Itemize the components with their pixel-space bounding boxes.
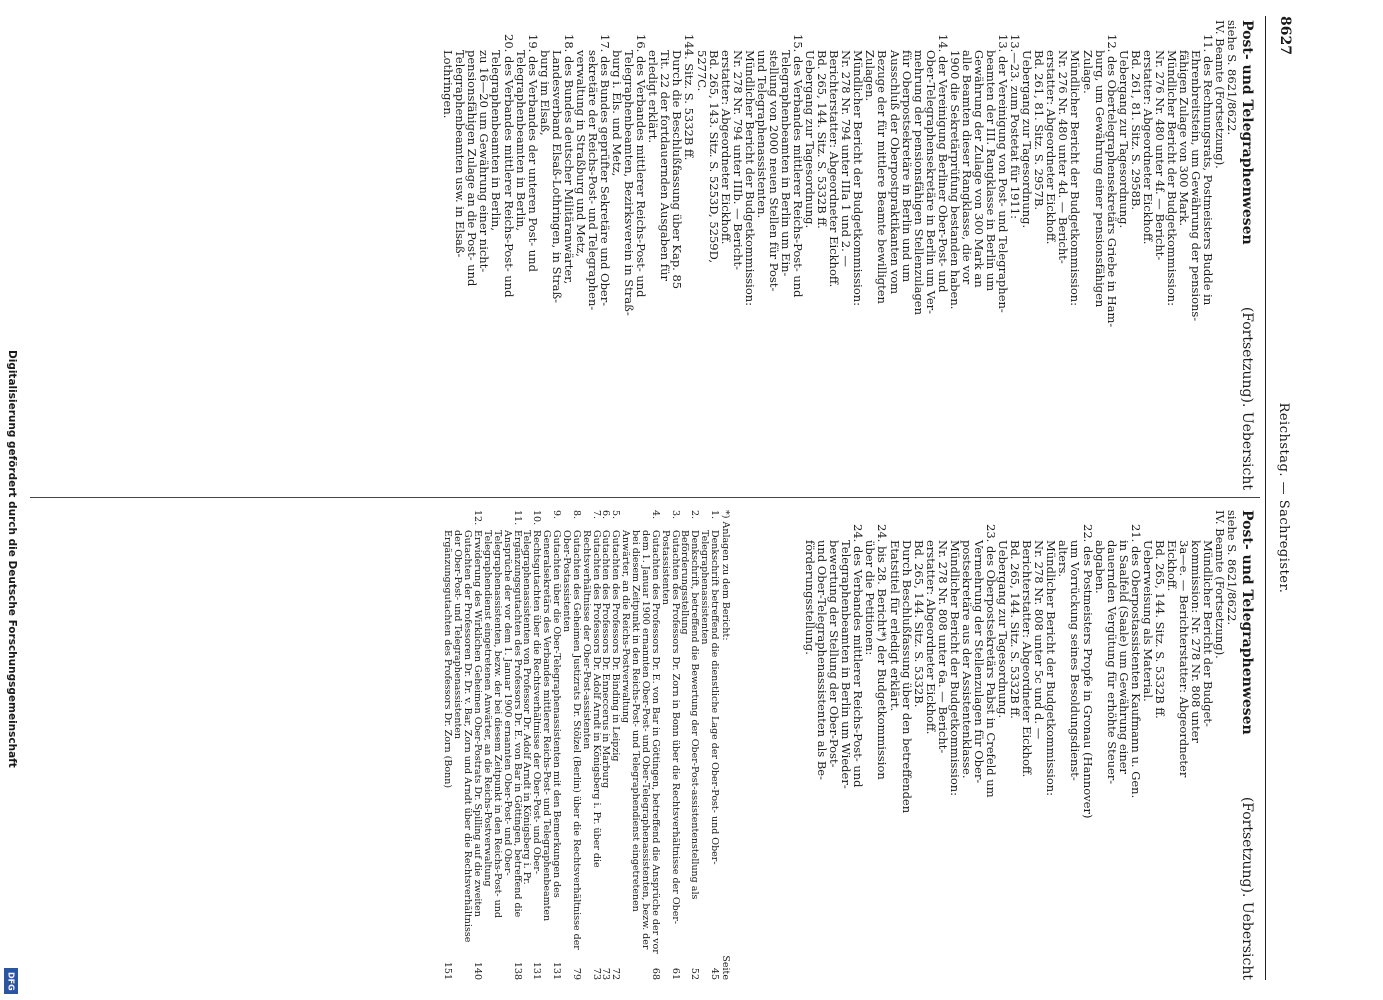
text-line: Mündlicher Bericht der Budgetkommission:: [1165, 50, 1179, 307]
text-line: dauernden Vergütung für erhöhte Steuer-: [1104, 540, 1119, 785]
text-line: Vermehrung der Stellenzulagen für Ober-: [972, 540, 986, 784]
text-line: Uebergang zur Tagesordnung.: [803, 50, 818, 229]
text-line: Bd. 265, 144. Sitz. S. 5332B.: [911, 540, 926, 708]
footnote-text: Denkschrift betreffend die dienstliche Lage der Ober-Post- und Ober-Telegraphenassistenten: [699, 530, 721, 865]
digitization-credit: Digitalisierung gefördert durch die Deutsche Forschungsgemeinschaft: [6, 350, 18, 768]
footnote-page: 131: [551, 961, 563, 980]
left-text-lines: [442, 20, 1238, 490]
text-line: erledigt erklärt.: [646, 50, 661, 144]
text-line: förderungsstellung.: [803, 540, 818, 655]
text-line: 19. des Verbandes der unteren Post- und: [525, 34, 540, 272]
text-line: Nr. 278 Nr. 808 unter 5c und d. —: [1032, 540, 1047, 740]
left-column: [442, 20, 1254, 490]
text-line: Tit. 22 der fortdauernden Ausgaben für: [658, 50, 673, 281]
text-line: Zulage.: [1080, 50, 1095, 94]
footnote-text: Gutachten des Professors Dr. Enneccerus in Marburg: [600, 530, 612, 789]
right-section-title: Post- und Telegraphenwesen (Fortsetzung). Uebersicht: [1239, 510, 1255, 980]
text-line: 13. der Vereinigung von Post- und Telegraphen-: [996, 34, 1011, 313]
footnote-number: 9.: [551, 510, 563, 520]
right-text-lines: [804, 510, 1238, 980]
text-line: erstatter: Abgeordneter Eickhoff.: [1044, 50, 1059, 245]
text-line: alle Beamten dieser Rangklasse, die vor: [959, 50, 974, 285]
text-line: Ober-Telegraphensekretäre in Berlin um Ver-: [923, 50, 938, 315]
footnote-item: [699, 510, 719, 980]
text-line: Etatstitel für erledigt erklärt.: [887, 540, 902, 712]
text-line: Berichterstatter: Abgeordneter Eickhoff.: [827, 50, 842, 288]
footnote-item: [541, 510, 561, 980]
text-line: Bd. 261, 81. Sitz. S. 2958B.: [1128, 50, 1143, 211]
text-line: Zulagen.: [863, 50, 878, 102]
text-line: erstatter: Abgeordneter Eickhoff.: [1140, 50, 1155, 245]
footnote-heading: *) Anlagen zu dem Bericht: Seite: [720, 510, 731, 980]
text-line: verwaltung in Straßburg und Metz,: [573, 50, 588, 257]
text-line: alters.: [1056, 540, 1071, 578]
footnote-item: [601, 510, 611, 980]
text-line: Ueberweisung als Material.: [1140, 540, 1155, 702]
footnote-page: 131: [531, 961, 543, 980]
text-line: Bd. 265, 144. Sitz. S. 5332B ff.: [1152, 540, 1167, 719]
text-line: mehrung der pensionsfähigen Stellenzulagen: [911, 50, 926, 316]
text-line: Mündlicher Bericht der Budgetkommission:: [742, 50, 757, 307]
footnote-number: 10.: [531, 510, 543, 526]
text-line: burg, um Gewährung einer pensionsfähigen: [1092, 50, 1107, 308]
text-line: 23. des Oberpostsekretärs Pabst in Crefeld um: [984, 524, 999, 798]
footnote-item: [660, 510, 680, 980]
text-line: bewertung der Stellung der Ober-Post-: [827, 540, 842, 768]
text-line: pensionsfähigen Zulage an die Post- und: [465, 50, 480, 287]
text-line: Telegraphenbeamten in Berlin um Wieder-: [839, 540, 854, 789]
footnote-page: 151: [442, 961, 454, 980]
footnote-number: [443, 510, 453, 530]
footnote-item: [620, 510, 660, 980]
text-line: 24. des Verbandes mittlerer Reichs-Post- und: [851, 524, 866, 788]
text-line: Nr. 278 Nr. 808 unter 6a. — Bericht-: [935, 540, 950, 754]
footnote-page: 52: [689, 967, 701, 980]
column-divider: [30, 497, 1260, 498]
left-section-title: Post- und Telegraphenwesen (Fortsetzung). Uebersicht: [1239, 20, 1255, 490]
text-line: stellung von 2000 neuen Stellen für Post-: [766, 50, 781, 292]
text-line: Telegraphenbeamten in Berlin,: [489, 50, 504, 232]
text-line: Gewährung der Zulage von 300 Mark an: [972, 50, 986, 288]
footnote-page: 79: [570, 967, 582, 980]
text-line: beamten der III. Rangklasse in Berlin um: [984, 50, 999, 292]
text-line: 11. des Rechnungsrats, Postmeisters Budde in: [1201, 34, 1216, 306]
text-line: Nr. 278 Nr. 794 unter IIIa 1 und 2. —: [839, 50, 854, 267]
footnote-text: Erwiderung des Wirklichen Geheimen Ober-Postrats Dr. Spilling auf die zweiten Gutachten der Professoren Dr. Dr. v. Bar, Zorn und Arndt über die Rechtsverhältnisse der Ober-Post- und Telegraphenassistenten: [452, 530, 484, 943]
text-line: Mündlicher Bericht der Budgetkommission:: [1068, 50, 1083, 307]
text-line: Ehrenbreitstein, um Gewährung der pensions-: [1189, 50, 1204, 322]
text-line: Nr. 276 Nr. 480 unter 4f. — Bericht-: [1152, 50, 1167, 261]
text-line: 3a—e. — Berichterstatter: Abgeordneter: [1177, 540, 1192, 778]
text-line: um Vorrückung seines Besoldungsdienst-: [1068, 540, 1083, 781]
text-line: IV. Beamte (Fortsetzung).: [1213, 20, 1228, 169]
text-line: 13.—23. zum Postetat für 1911:: [1008, 34, 1023, 219]
text-line: 21. des Oberpostassistenten Kaufmann u. Gen.: [1128, 524, 1143, 799]
text-line: burg im Elsaß,: [537, 50, 552, 136]
text-line: 24. bis 28. Bericht*) der Budgetkommission: [875, 524, 890, 780]
footnote-number: 2.: [689, 510, 701, 520]
footnote-text: Gutachten des Professors Dr. Zorn in Bonn über die Rechtsverhältnisse der Ober-Postassistenten: [659, 530, 681, 925]
footnote-item: [680, 510, 700, 980]
footnote-text: Gutachten über die Ober-Telegraphenassistenten mit den Bemerkungen des Generalsekretärs des Verbandes mittlerer Reichs-Post- und Telegraphenbeamten: [541, 530, 563, 922]
text-line: Bd. 261, 81. Sitz. S. 2957B.: [1032, 50, 1047, 211]
text-line: postsekretäre aus der Assistentenklasse.: [959, 540, 974, 779]
right-column: [804, 510, 1254, 980]
text-line: Durch die Beschlußfassung über Kap. 85: [670, 50, 685, 290]
footnote-page: 68: [649, 967, 661, 980]
text-line: fähigen Zulage von 300 Mark.: [1177, 50, 1192, 227]
text-line: IV. Beamte (Fortsetzung).: [1213, 510, 1228, 659]
footnote-text: Gutachten des Professors Dr. Adolf Arndt in Königsberg i. Pr. über die Rechtsverhältnisse der Ober-Post-assistenten: [580, 530, 602, 868]
footnote-page: 45: [709, 967, 721, 980]
text-line: Uebergang zur Tagesordnung.: [1116, 50, 1131, 229]
footnote-text: Ergänzungsgutachten des Professors Dr. E. von Bar in Göttingen, betreffend die Ansprüche der vor dem 1. Januar 1900 ernannten Ober-Post- und Ober-Telegraphenassistenten, bezw. der bei diesem Zeitpunkt in den Reichs-Post- und Telegraphendienst eingetretenen Anwärter, an die Reichs-Postverwaltung: [482, 530, 523, 918]
text-line: burg i. Els. und Metz,: [610, 50, 625, 177]
page-header: [1266, 16, 1292, 980]
text-line: 16. des Verbandes mittlerer Reichs-Post- und: [634, 34, 649, 298]
text-line: Mündlicher Bericht der Budgetkommission:: [947, 540, 962, 797]
text-line: erstatter: Abgeordneter Eickhoff.: [923, 540, 938, 735]
footnote-list: [443, 510, 720, 980]
footnote-number: 8.: [570, 510, 582, 520]
footnote-item: [522, 510, 542, 980]
text-line: Mündlicher Bericht der Budgetkommission:: [1044, 540, 1059, 797]
footnote-page: 138: [511, 961, 523, 980]
text-line: über die Petitionen:: [863, 540, 878, 656]
text-line: 15. des Verbandes mittlerer Reichs-Post- und: [791, 34, 806, 298]
text-line: zu 16—20 um Gewährung einer nicht-: [477, 50, 492, 273]
footnote-number: 12.: [472, 510, 484, 526]
footnote-text: Rechtsgutachten über die Rechtsverhältnisse der Ober-Post- und Ober-Telegraphenassistenten von Professor Dr. Adolf Arndt in Königsberg i. Pr.: [521, 530, 543, 885]
header-rule: [1265, 16, 1266, 980]
text-line: Telegraphenbeamten in Berlin um Ein-: [779, 50, 793, 277]
footnote-number: 4.: [649, 510, 661, 520]
text-line: Lothringen.: [441, 50, 456, 119]
text-line: 5277C.: [694, 50, 709, 92]
text-line: Telegraphenbeamten in Berlin,: [513, 50, 528, 232]
footnote-number: 1.: [709, 510, 721, 520]
text-line: abgaben.: [1092, 540, 1107, 594]
text-line: Eickhoff.: [1165, 540, 1179, 592]
text-line: 18. des Bundes deutscher Militäranwärter,: [561, 34, 576, 285]
rotated-document-page: [20, 0, 1310, 1000]
footnote-text: Ergänzungsgutachten des Professors Dr. Zorn (Bonn): [442, 530, 454, 789]
text-line: 12. des Obertelegraphensekretärs Griebe in Ham-: [1104, 34, 1119, 328]
text-line: Mündlicher Bericht der Budget-: [1201, 540, 1216, 727]
text-line: 17. des Bundes geprüfter Sekretäre und Ober-: [598, 34, 613, 307]
text-line: siehe S. 8621/8622.: [1225, 20, 1240, 136]
text-line: siehe S. 8621/8622.: [1225, 510, 1240, 626]
footnote-item: [611, 510, 621, 980]
footnote-page: 73: [590, 967, 602, 980]
footnote-number: 5.: [610, 510, 622, 520]
text-line: Nr. 276 Nr. 480 unter 4d. — Bericht-: [1056, 50, 1071, 264]
text-line: erstatter: Abgeordneter Eickhoff.: [718, 50, 733, 245]
text-line: Ausschluß der Oberpostpraktikanten vom: [887, 50, 902, 295]
footnote-page: 73: [600, 967, 612, 980]
text-line: für Oberpostsekretäre in Berlin und um: [899, 50, 914, 283]
text-line: kommission: Nr. 278 Nr. 808 unter: [1189, 540, 1204, 743]
dfg-logo-icon: DFG: [4, 968, 18, 994]
text-line: Berichterstatter: Abgeordneter Eickhoff.: [1020, 540, 1035, 778]
footnote-block: [443, 510, 730, 980]
text-line: Nr. 278 Nr. 794 unter IIIb. — Bericht-: [730, 50, 745, 271]
text-line: 144. Sitz. S. 5332B ff.: [682, 34, 697, 161]
text-line: Telegraphenbeamten usw. in Elsaß-: [453, 50, 468, 258]
text-line: Bd. 265, 144. Sitz. S. 5332B ff.: [815, 50, 830, 229]
footnote-number: 7.: [590, 510, 602, 520]
footnote-number: 6.: [600, 510, 612, 520]
footnote-text: Gutachten des Geheimen Justizrats Dr. Stölzel (Berlin) über die Rechtsverhältnisse der Ober-Postassistenten: [561, 530, 582, 950]
footnote-page: 72: [610, 967, 622, 980]
running-title: Reichstag. — Sachregister.: [1276, 402, 1291, 594]
text-line: sekretäre der Reichs-Post- und Telegraphen-: [586, 50, 600, 311]
footnote-page: 61: [669, 967, 681, 980]
text-line: 14. der Vereinigung Berliner Ober-Post- und: [935, 34, 950, 293]
footnote-page: 140: [472, 961, 484, 980]
text-line: Mündlicher Bericht der Budgetkommission:: [851, 50, 866, 307]
text-line: Uebergang zur Tagesordnung.: [996, 540, 1011, 719]
text-line: 20. des Verbandes mittlerer Reichs-Post- und: [501, 34, 516, 298]
text-line: und Ober-Telegraphenassistenten als Be-: [815, 540, 830, 780]
text-line: Bezuge der für mittlere Beamte bewilligten: [875, 50, 890, 304]
text-line: Telegraphenbeamten, Bezirksverein in Straß-: [622, 50, 637, 316]
footnote-text: Denkschrift, betreffend die Bewertung der Ober-Post-assistentenstellung als Beförderungsstellung: [679, 530, 701, 900]
footnote-item: [482, 510, 522, 980]
text-line: 22. des Postmeisters Propfe in Gronau (Hannover): [1080, 524, 1095, 819]
footnote-text: Gutachten des Professors Dr. E. von Bar in Göttingen, betreffend die Ansprüche der vor dem 1. Januar 1900 ernannten Ober-Post- und Ober-Telegraphenassistenten, bezw. der bei diesem Zeitpunkt in den Reichs-Post- und Telegraphendienst eingetretenen Anwärter, an die Reichs-Postverwaltung: [620, 530, 661, 954]
text-line: Bd. 265, 143. Sitz. S. 5253D, 5259D,: [706, 50, 721, 264]
footnote-number: 3.: [669, 510, 681, 520]
text-line: Durch Beschlußfassung über den betreffenden: [899, 540, 914, 814]
footnote-item: [443, 510, 453, 980]
text-line: in Saalfeld (Saale) um Gewährung einer: [1116, 540, 1131, 775]
text-line: Landesverband Elsaß-Lothringen, in Straß-: [549, 50, 564, 304]
page-number: 8627: [1277, 16, 1293, 55]
text-line: Uebergang zur Tagesordnung.: [1020, 50, 1035, 229]
footnote-number: 11.: [511, 510, 523, 526]
text-line: 1900 die Sekretärprüfung bestanden haben.: [947, 50, 962, 310]
footnote-item: [581, 510, 601, 980]
text-line: Bd. 265, 144. Sitz. S. 5332B ff.: [1008, 540, 1023, 719]
text-line: und Telegraphenassistenten.: [754, 50, 769, 219]
footnote-item: [453, 510, 483, 980]
footnote-text: Gutachten des Professors Dr. Binding in Leipzig: [610, 530, 622, 762]
footnote-item: [561, 510, 581, 980]
